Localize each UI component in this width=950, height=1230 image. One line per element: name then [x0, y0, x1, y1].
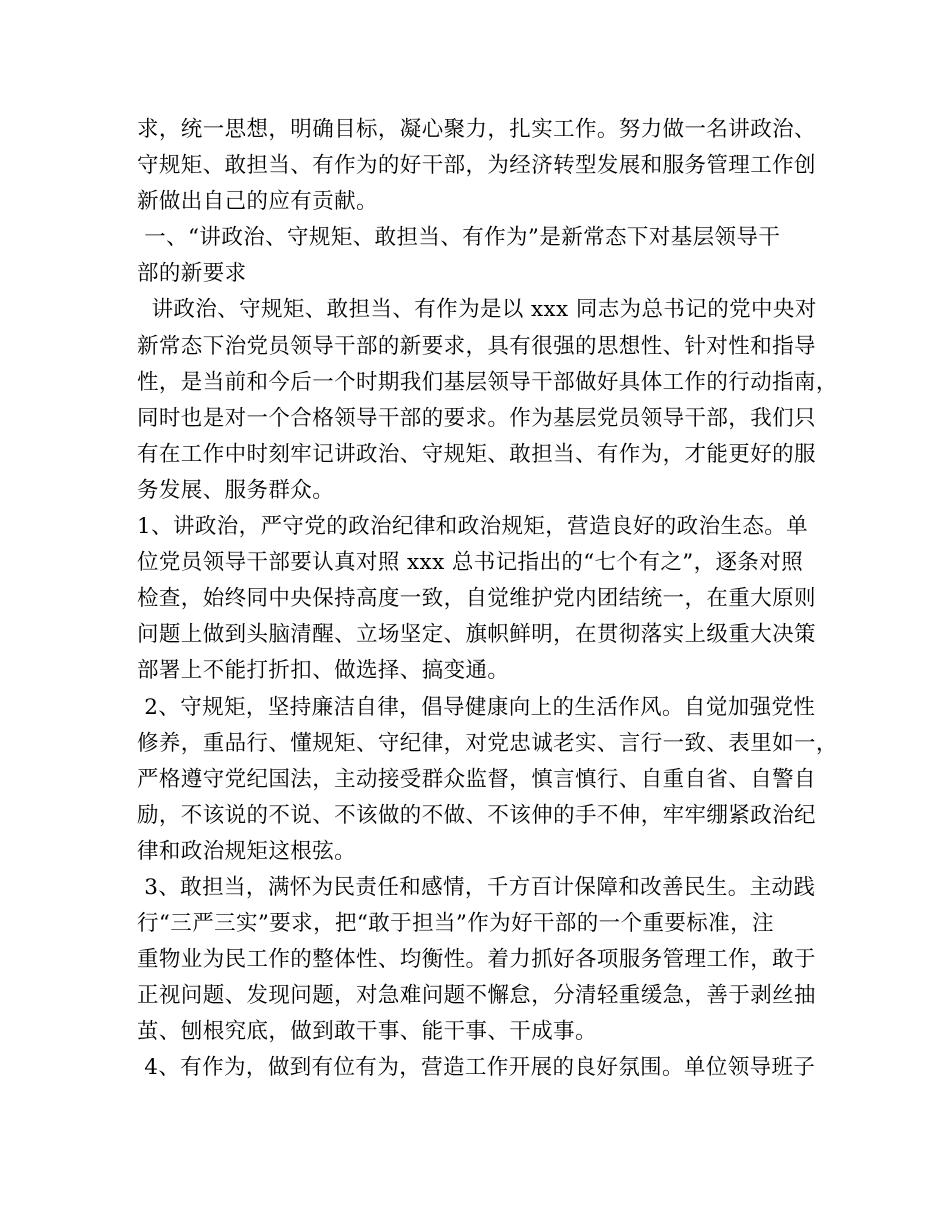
text-line: 励，不该说的不说、不该做的不做、不该伸的手不伸，牢牢绷紧政治纪 — [137, 802, 816, 828]
text-line: 新做出自己的应有贡献。 — [137, 189, 378, 215]
text-line: 守规矩、敢担当、有作为的好干部，为经济转型发展和服务管理工作创 — [137, 153, 816, 179]
text-line: 求，统一思想，明确目标，凝心聚力，扎实工作。努力做一名讲政治、 — [137, 117, 816, 142]
document-body — [137, 112, 837, 1087]
text-line: 讲政治、守规矩、敢担当、有作为是以 xxx 同志为总书记的党中央对 — [137, 297, 817, 323]
text-line: 新常态下治党员领导干部的新要求，具有很强的思想性、针对性和指导 — [137, 333, 816, 359]
numbered-item-line: 2、守规矩，坚持廉洁自律，倡导健康向上的生活作风。自觉加强党性 — [137, 694, 816, 720]
text-line: 同时也是对一个合格领导干部的要求。作为基层党员领导干部，我们只 — [137, 405, 816, 431]
numbered-item-line: 3、敢担当，满怀为民责任和感情，千方百计保障和改善民生。主动践 — [137, 874, 816, 900]
text-line: 正视问题、发现问题，对急难问题不懈怠，分清轻重缓急，善于剥丝抽 — [137, 983, 816, 1009]
text-line: 重物业为民工作的整体性、均衡性。着力抓好各项服务管理工作，敢于 — [137, 947, 816, 973]
text-line: 有在工作中时刻牢记讲政治、守规矩、敢担当、有作为，才能更好的服 — [137, 441, 816, 467]
numbered-item-line: 4、有作为，做到有位有为，营造工作开展的良好氛围。单位领导班子 — [137, 1055, 816, 1081]
text-line: 律和政治规矩这根弦。 — [137, 838, 357, 864]
numbered-item-line: 1、讲政治，严守党的政治纪律和政治规矩，营造良好的政治生态。单 — [137, 514, 809, 540]
text-line: 位党员领导干部要认真对照 xxx 总书记指出的“七个有之”，逐条对照 — [137, 550, 804, 576]
text-line: 部署上不能打折扣、做选择、搞变通。 — [137, 658, 510, 684]
text-line: 检查，始终同中央保持高度一致，自觉维护党内团结统一，在重大原则 — [137, 586, 816, 612]
text-line: 修养，重品行、懂规矩、守纪律，对党忠诚老实、言行一致、表里如一， — [137, 730, 838, 756]
text-line: 问题上做到头脑清醒、立场坚定、旗帜鲜明，在贯彻落实上级重大决策 — [137, 622, 816, 648]
text-line: 性，是当前和今后一个时期我们基层领导干部做好具体工作的行动指南， — [137, 369, 838, 395]
section-heading-line: 一、“讲政治、守规矩、敢担当、有作为”是新常态下对基层领导干 — [137, 225, 781, 251]
text-line: 茧、刨根究底，做到敢干事、能干事、干成事。 — [137, 1019, 597, 1045]
text-line: 务发展、服务群众。 — [137, 477, 335, 503]
text-line: 行“三严三实”要求，把“敢于担当”作为好干部的一个重要标准，注 — [137, 911, 774, 937]
section-heading-line: 部的新要求 — [137, 261, 247, 287]
text-line: 严格遵守党纪国法，主动接受群众监督，慎言慎行、自重自省、自警自 — [137, 766, 816, 792]
